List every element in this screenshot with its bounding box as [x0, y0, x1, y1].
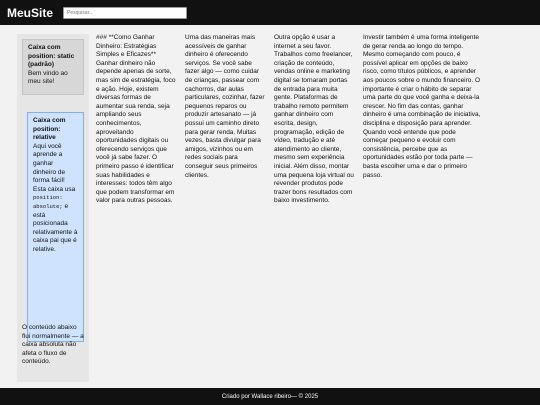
relative-position-box [27, 112, 84, 342]
top-navbar [0, 0, 540, 25]
main-content [96, 34, 536, 384]
article-column-1: ### **Como Ganhar Dinheiro: Estratégias Simples e Eficazes** Ganhar dinheiro não depende apenas de sorte, mas sim de estratégia, foco e ação. Hoje, existem diversas formas de aumentar sua renda, seja ampliando seus conhecimentos, aproveitando oportunidades digitais ou oferecendo serviços que você já sabe fazer. O primeiro passo é identificar suas habilidades e interesses: todos têm algo que podem transformar em valor para outras pessoas. [96, 34, 176, 205]
static-position-box [22, 39, 84, 95]
relative-box-text-after: e está posicionada relativamente à caixa pai que é relative. [33, 202, 78, 253]
relative-box-text: Aqui você aprende a ganhar dinheiro de forma fácil! Esta caixa usa [33, 142, 76, 193]
article-column-3: Outra opção é usar a internet a seu favor. Trabalhos como freelancer, criação de conteúdo, vendas online e marketing digital se tornaram portas de entrada para muita gente. Plataformas de trabalho remoto permitem ganhar dinheiro com escrita, design, programação, edição de vídeo, tradução e até atendimento ao cliente, mesmo sem experiência inicial. Além disso, montar uma pequena loja virtual ou revender produtos pode trazer bons resultados com baixo investimento. [274, 34, 354, 205]
sidebar-note: O conteúdo abaixo flui normalmente — a caixa absoluta não afeta o fluxo de conteúdo. [22, 324, 84, 366]
article-column-2: Uma das maneiras mais acessíveis de ganhar dinheiro é oferecendo serviços. Se você sabe fazer algo — como cuidar de crianças, passear com cachorros, dar aulas particulares, cozinhar, fazer pequenos reparos ou produzir artesanato — já possui um caminho direto para gerar renda. Muitas vezes, basta divulgar para amigos, vizinhos ou em redes sociais para conseguir seus primeiros clientes. [185, 34, 265, 179]
relative-box-code: position: absolute; [33, 194, 63, 210]
footer-credit: Criado por Wallace ribeiro— © 2025 [221, 393, 319, 400]
static-box-text: Bem vindo ao meu site! [28, 69, 68, 86]
site-brand[interactable]: MeuSite [7, 5, 54, 20]
relative-box-title: Caixa com position: relative [33, 117, 66, 142]
article-column-4: Investir também é uma forma inteligente de gerar renda ao longo do tempo. Mesmo começando com pouco, é possível aplicar em opções de baixo risco, como títulos públicos, e aprender aos poucos sobre o mundo financeiro. O importante é criar o hábito de separar uma parte do que você ganha e deixa-la crescer. No fim das contas, ganhar dinheiro é uma combinação de iniciativa, disciplina e disposição para aprender. Quando você entende que pode começar pequeno e evoluir com consistência, percebe que as oportunidades estão por toda parte — basta escolher uma e dar o primeiro passo. [363, 34, 481, 179]
footer [0, 388, 540, 405]
sidebar [17, 34, 89, 382]
static-box-title: Caixa com position: static (padrão) [28, 44, 75, 69]
search-input[interactable] [63, 7, 187, 19]
